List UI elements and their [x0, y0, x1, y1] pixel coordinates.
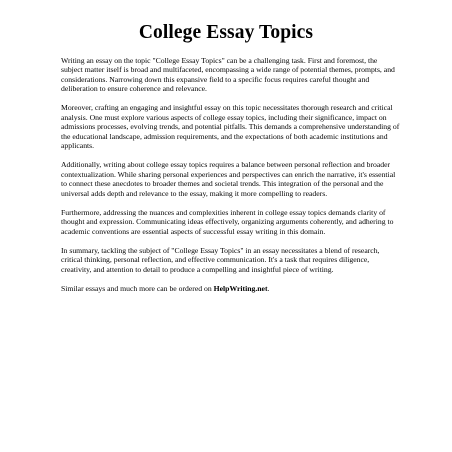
paragraph-1: Writing an essay on the topic "College Essay Topics" can be a challenging task. First and foremost, the subject matter itself is broad and multifaceted, encompassing a wide range of potential themes, prompts, and considerations. Narrowing down this expansive field to a specific focus requires careful thought and deliberation to ensure coherence and relevance. — [61, 56, 395, 94]
document-title: College Essay Topics — [138, 22, 314, 43]
paragraph-3: Additionally, writing about college essay topics requires a balance between personal reflection and broader contextualization. While sharing personal experiences and perspectives can enrich the narrative, it's essential to connect these anecdotes to broader themes and societal trends. This integration of the personal and the universal adds depth and relevance to the essay, making it more compelling to readers. — [61, 160, 396, 198]
helpwriting-link[interactable]: HelpWriting.net — [213, 283, 268, 293]
paragraph-4: Furthermore, addressing the nuances and complexities inherent in college essay topics demands clarity of thought and expression. Communicating ideas effectively, organizing arguments coherently, and adhering to academic conventions are essential aspects of successful essay writing in this domain. — [61, 207, 394, 236]
closing-period: . — [267, 283, 270, 293]
closing-text: Similar essays and much more can be ordered on — [61, 283, 214, 293]
closing-line — [61, 284, 401, 293]
paragraph-5: In summary, tackling the subject of "College Essay Topics" in an essay necessitates a blend of research, critical thinking, personal reflection, and effective communication. It's a task that requires diligence, creativity, and attention to detail to produce a compelling and insightful piece of writing. — [61, 245, 380, 274]
paragraph-2: Moreover, crafting an engaging and insightful essay on this topic necessitates thorough research and critical analysis. One must explore various aspects of college essay topics, including their significance, impact on admissions processes, evolving trends, and potential pitfalls. This demands a comprehensive understanding of the educational landscape, admission requirements, and the expectations of both academic institutions and applicants. — [61, 103, 400, 151]
document-body — [61, 56, 401, 303]
